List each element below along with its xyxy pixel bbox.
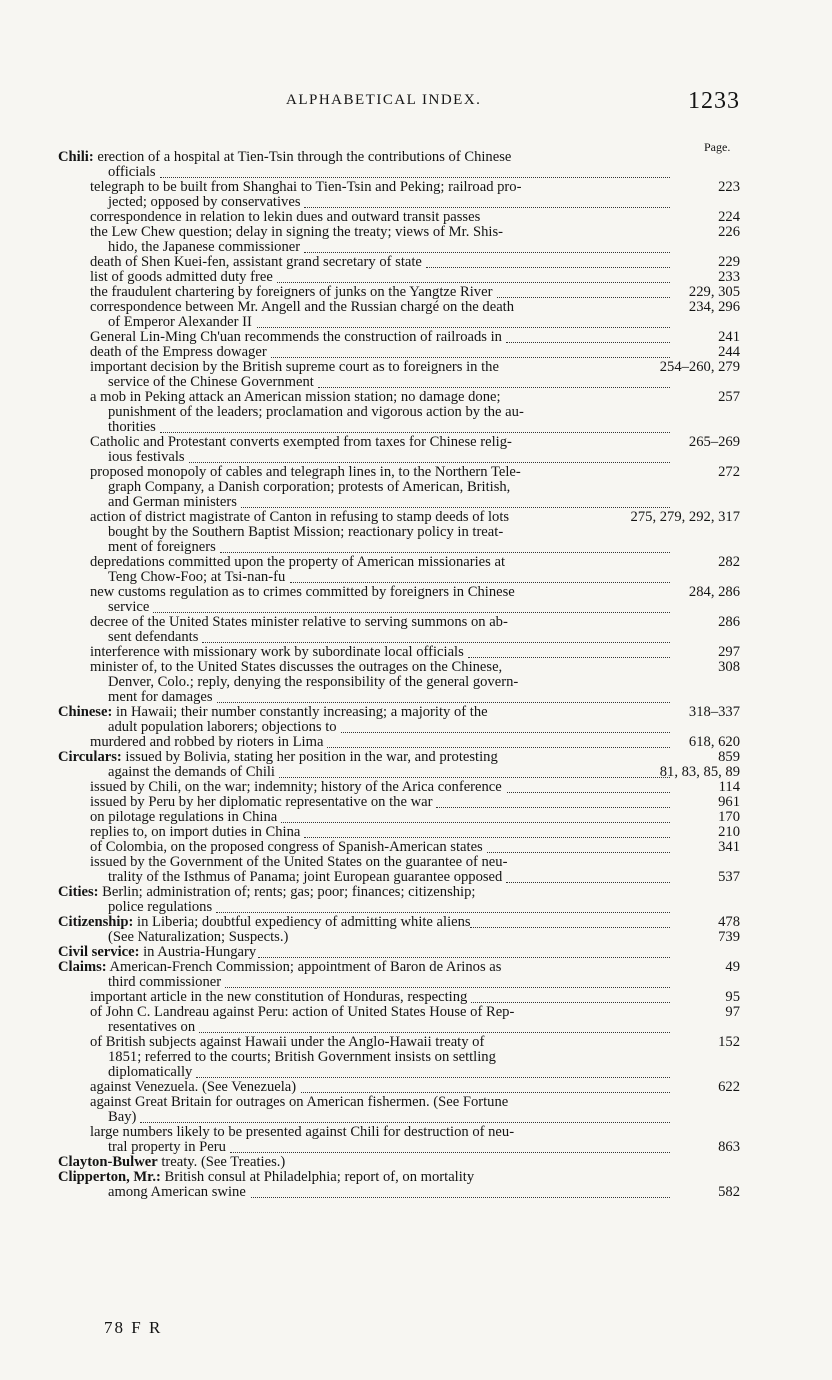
index-subentry: death of Shen Kuei-fen, assistant grand secretary of state bbox=[90, 254, 422, 270]
dot-leader bbox=[304, 827, 670, 838]
index-heading-entry: Civil service: in Austria-Hungary bbox=[58, 944, 257, 960]
page-reference: 297 bbox=[718, 644, 740, 660]
index-subentry: important article in the new constitution of Honduras, respecting bbox=[90, 989, 468, 1005]
index-line bbox=[0, 510, 832, 525]
dot-leader bbox=[341, 722, 670, 733]
page-reference: 97 bbox=[725, 1004, 740, 1020]
index-heading-entry: Clipperton, Mr.: British consul at Philadelphia; report of, on mortality bbox=[58, 1169, 475, 1185]
index-line bbox=[0, 390, 832, 405]
index-line bbox=[0, 1170, 832, 1185]
index-line bbox=[0, 720, 832, 735]
index-heading-entry: Circulars: issued by Bolivia, stating her position in the war, and protesting bbox=[58, 749, 498, 765]
page-reference: 537 bbox=[718, 869, 740, 885]
index-subentry: officials bbox=[108, 164, 156, 180]
signature-mark: 78 F R bbox=[104, 1318, 163, 1337]
dot-leader bbox=[279, 767, 670, 778]
index-subentry: ment for damages bbox=[108, 689, 213, 705]
index-line bbox=[0, 435, 832, 450]
index-line bbox=[0, 870, 832, 885]
dot-leader bbox=[257, 317, 670, 328]
dot-leader bbox=[468, 647, 670, 658]
dot-leader bbox=[140, 1112, 670, 1123]
dot-leader bbox=[290, 572, 670, 583]
index-line bbox=[0, 705, 832, 720]
index-entries bbox=[0, 150, 832, 1200]
index-line bbox=[0, 1185, 832, 1200]
page-reference: 308 bbox=[718, 659, 740, 675]
index-subentry: depredations committed upon the property of American missionaries at bbox=[90, 554, 506, 570]
index-line bbox=[0, 675, 832, 690]
index-subentry: interference with missionary work by subordinate local officials bbox=[90, 644, 464, 660]
index-line bbox=[0, 1035, 832, 1050]
index-subentry: issued by Chili, on the war; indemnity; history of the Arica conference bbox=[90, 779, 502, 795]
index-subentry: and German ministers bbox=[108, 494, 237, 510]
index-line bbox=[0, 930, 832, 945]
index-line bbox=[0, 690, 832, 705]
page-reference: 234, 296 bbox=[688, 299, 740, 315]
index-subentry: ment of foreigners bbox=[108, 539, 216, 555]
index-line bbox=[0, 795, 832, 810]
index-line bbox=[0, 750, 832, 765]
index-subentry: Teng Chow-Foo; at Tsi-nan-fu bbox=[108, 569, 286, 585]
page-reference: 275, 279, 292, 317 bbox=[630, 509, 740, 525]
dot-leader bbox=[470, 917, 670, 928]
index-line bbox=[0, 915, 832, 930]
index-subentry: proposed monopoly of cables and telegraph lines in, to the Northern Tele- bbox=[90, 464, 521, 480]
index-heading-term: Chinese: bbox=[58, 704, 113, 720]
dot-leader bbox=[426, 257, 670, 268]
page-reference: 286 bbox=[718, 614, 740, 630]
index-line bbox=[0, 1125, 832, 1140]
index-heading-term: Clayton-Bulwer bbox=[58, 1154, 158, 1170]
index-line bbox=[0, 450, 832, 465]
dot-leader bbox=[217, 692, 670, 703]
index-heading-term: Claims: bbox=[58, 959, 107, 975]
index-line bbox=[0, 1020, 832, 1035]
dot-leader bbox=[318, 377, 670, 388]
index-subentry: a mob in Peking attack an American mission station; no damage done; bbox=[90, 389, 501, 405]
index-subentry: the fraudulent chartering by foreigners of junks on the Yangtze River bbox=[90, 284, 493, 300]
index-line bbox=[0, 1005, 832, 1020]
index-subentry: correspondence between Mr. Angell and the Russian chargé on the death bbox=[90, 299, 515, 315]
index-heading-term: Citizenship: bbox=[58, 914, 134, 930]
index-subentry: against Great Britain for outrages on American fishermen. (See Fortune bbox=[90, 1094, 509, 1110]
index-line bbox=[0, 1140, 832, 1155]
index-line bbox=[0, 240, 832, 255]
page-reference: 282 bbox=[718, 554, 740, 570]
page-reference: 582 bbox=[718, 1184, 740, 1200]
index-subentry: of Emperor Alexander II bbox=[108, 314, 252, 330]
index-line bbox=[0, 255, 832, 270]
page-column-label: Page. bbox=[704, 140, 731, 154]
index-line bbox=[0, 1155, 832, 1170]
dot-leader bbox=[196, 1067, 670, 1078]
index-line bbox=[0, 375, 832, 390]
index-line bbox=[0, 540, 832, 555]
index-subentry: death of the Empress dowager bbox=[90, 344, 267, 360]
index-subentry: resentatives on bbox=[108, 1019, 196, 1035]
index-heading-entry: Clayton-Bulwer treaty. (See Treaties.) bbox=[58, 1154, 286, 1170]
page-reference: 257 bbox=[718, 389, 740, 405]
index-subentry: correspondence in relation to lekin dues and outward transit passes bbox=[90, 209, 481, 225]
dot-leader bbox=[506, 872, 670, 883]
index-line bbox=[0, 405, 832, 420]
page-reference: 318–337 bbox=[688, 704, 740, 720]
index-line bbox=[0, 165, 832, 180]
index-line bbox=[0, 1110, 832, 1125]
page-reference: 265–269 bbox=[688, 434, 740, 450]
index-subentry: new customs regulation as to crimes committed by foreigners in Chinese bbox=[90, 584, 515, 600]
page-reference: 241 bbox=[718, 329, 740, 345]
index-line bbox=[0, 465, 832, 480]
index-line bbox=[0, 225, 832, 240]
index-line bbox=[0, 810, 832, 825]
index-subentry: punishment of the leaders; proclamation and vigorous action by the au- bbox=[108, 404, 524, 420]
page-reference: 95 bbox=[725, 989, 740, 1005]
index-subentry: (See Naturalization; Suspects.) bbox=[108, 929, 289, 945]
page-reference: 114 bbox=[718, 779, 740, 795]
page-reference: 622 bbox=[718, 1079, 740, 1095]
dot-leader bbox=[487, 842, 670, 853]
index-line bbox=[0, 315, 832, 330]
page-reference: 739 bbox=[718, 929, 740, 945]
dot-leader bbox=[497, 287, 670, 298]
index-subentry: against the demands of Chili bbox=[108, 764, 275, 780]
index-line bbox=[0, 330, 832, 345]
index-heading-entry: Chili: erection of a hospital at Tien-Tsin through the contributions of Chinese bbox=[58, 149, 512, 165]
page-reference: 961 bbox=[718, 794, 740, 810]
page-reference: 170 bbox=[718, 809, 740, 825]
index-subentry: hido, the Japanese commissioner bbox=[108, 239, 301, 255]
index-subentry: diplomatically bbox=[108, 1064, 193, 1080]
index-heading-term: Circulars: bbox=[58, 749, 122, 765]
page-reference: 284, 286 bbox=[688, 584, 740, 600]
index-subentry: important decision by the British supreme court as to foreigners in the bbox=[90, 359, 499, 375]
index-subentry: list of goods admitted duty free bbox=[90, 269, 273, 285]
index-line bbox=[0, 960, 832, 975]
index-line bbox=[0, 210, 832, 225]
index-line bbox=[0, 885, 832, 900]
dot-leader bbox=[199, 1022, 670, 1033]
page-reference: 229, 305 bbox=[688, 284, 740, 300]
index-line bbox=[0, 150, 832, 165]
index-subentry: sent defendants bbox=[108, 629, 199, 645]
page-reference: 863 bbox=[718, 1139, 740, 1155]
index-heading-entry: Chinese: in Hawaii; their number constantly increasing; a majority of the bbox=[58, 704, 488, 720]
page-reference: 224 bbox=[718, 209, 740, 225]
index-subentry: 1851; referred to the courts; British Government insists on settling bbox=[108, 1049, 496, 1065]
index-subentry: minister of, to the United States discusses the outrages on the Chinese, bbox=[90, 659, 503, 675]
index-line bbox=[0, 1050, 832, 1065]
index-line bbox=[0, 615, 832, 630]
index-subentry: against Venezuela. (See Venezuela) bbox=[90, 1079, 297, 1095]
index-line bbox=[0, 660, 832, 675]
index-subentry: jected; opposed by conservatives bbox=[108, 194, 301, 210]
index-heading-entry: Citizenship: in Liberia; doubtful expediency of admitting white aliens bbox=[58, 914, 471, 930]
page-reference: 244 bbox=[718, 344, 740, 360]
page-reference: 49 bbox=[725, 959, 740, 975]
index-line bbox=[0, 420, 832, 435]
dot-leader bbox=[160, 422, 670, 433]
index-line bbox=[0, 1065, 832, 1080]
index-subentry: decree of the United States minister relative to serving summons on ab- bbox=[90, 614, 508, 630]
dot-leader bbox=[507, 782, 670, 793]
dot-leader bbox=[189, 452, 670, 463]
dot-leader bbox=[202, 632, 670, 643]
dot-leader bbox=[216, 902, 670, 913]
index-line bbox=[0, 1095, 832, 1110]
dot-leader bbox=[225, 977, 670, 988]
index-subentry: police regulations bbox=[108, 899, 213, 915]
index-heading-term: Clipperton, Mr.: bbox=[58, 1169, 161, 1185]
index-subentry: of Colombia, on the proposed congress of Spanish-American states bbox=[90, 839, 483, 855]
dot-leader bbox=[241, 497, 670, 508]
index-subentry: large numbers likely to be presented against Chili for destruction of neu- bbox=[90, 1124, 515, 1140]
index-subentry: of John C. Landreau against Peru: action of United States House of Rep- bbox=[90, 1004, 515, 1020]
index-subentry: of British subjects against Hawaii under the Anglo-Hawaii treaty of bbox=[90, 1034, 485, 1050]
index-line bbox=[0, 300, 832, 315]
index-subentry: thorities bbox=[108, 419, 156, 435]
index-subentry: replies to, on import duties in China bbox=[90, 824, 301, 840]
index-subentry: trality of the Isthmus of Panama; joint European guarantee opposed bbox=[108, 869, 503, 885]
page-reference: 341 bbox=[718, 839, 740, 855]
index-subentry: Bay) bbox=[108, 1109, 137, 1125]
index-subentry: graph Company, a Danish corporation; protests of American, British, bbox=[108, 479, 511, 495]
page-reference: 229 bbox=[718, 254, 740, 270]
index-line bbox=[0, 345, 832, 360]
index-subentry: issued by Peru by her diplomatic representative on the war bbox=[90, 794, 433, 810]
index-line bbox=[0, 480, 832, 495]
page-number: 1233 bbox=[688, 88, 740, 114]
index-subentry: Denver, Colo.; reply, denying the responsibility of the general govern- bbox=[108, 674, 519, 690]
dot-leader bbox=[471, 992, 670, 1003]
page-reference: 859 bbox=[718, 749, 740, 765]
dot-leader bbox=[301, 1082, 670, 1093]
page-reference: 210 bbox=[718, 824, 740, 840]
index-line bbox=[0, 270, 832, 285]
page-reference: 223 bbox=[718, 179, 740, 195]
index-line bbox=[0, 495, 832, 510]
index-subentry: tral property in Peru bbox=[108, 1139, 226, 1155]
index-line bbox=[0, 285, 832, 300]
dot-leader bbox=[153, 602, 670, 613]
dot-leader bbox=[436, 797, 670, 808]
dot-leader bbox=[160, 167, 670, 178]
index-line bbox=[0, 600, 832, 615]
index-heading-term: Cities: bbox=[58, 884, 99, 900]
page-reference: 254–260, 279 bbox=[659, 359, 740, 375]
index-heading-entry: Cities: Berlin; administration of; rents; gas; poor; finances; citizenship; bbox=[58, 884, 476, 900]
index-heading-term: Chili: bbox=[58, 149, 94, 165]
index-subentry: the Lew Chew question; delay in signing the treaty; views of Mr. Shis- bbox=[90, 224, 504, 240]
dot-leader bbox=[230, 1142, 670, 1153]
page-reference: 233 bbox=[718, 269, 740, 285]
index-line bbox=[0, 975, 832, 990]
index-line bbox=[0, 765, 832, 780]
index-subentry: General Lin-Ming Ch'uan recommends the construction of railroads in bbox=[90, 329, 502, 345]
page-reference: 226 bbox=[718, 224, 740, 240]
index-line bbox=[0, 645, 832, 660]
dot-leader bbox=[271, 347, 670, 358]
index-line bbox=[0, 630, 832, 645]
index-line bbox=[0, 195, 832, 210]
index-subentry: action of district magistrate of Canton in refusing to stamp deeds of lots bbox=[90, 509, 510, 525]
index-subentry: service bbox=[108, 599, 150, 615]
dot-leader bbox=[304, 197, 670, 208]
index-line bbox=[0, 555, 832, 570]
index-line bbox=[0, 570, 832, 585]
index-subentry: adult population laborers; objections to bbox=[108, 719, 337, 735]
index-line bbox=[0, 855, 832, 870]
dot-leader bbox=[277, 272, 670, 283]
dot-leader bbox=[220, 542, 670, 553]
index-line bbox=[0, 990, 832, 1005]
page-header bbox=[0, 88, 832, 122]
index-subentry: telegraph to be built from Shanghai to Tien-Tsin and Peking; railroad pro- bbox=[90, 179, 522, 195]
index-subentry: bought by the Southern Baptist Mission; reactionary policy in treat- bbox=[108, 524, 504, 540]
page-reference: 81, 83, 85, 89 bbox=[659, 764, 740, 780]
index-line bbox=[0, 1080, 832, 1095]
index-subentry: on pilotage regulations in China bbox=[90, 809, 278, 825]
index-heading-term: Civil service: bbox=[58, 944, 140, 960]
index-subentry: issued by the Government of the United States on the guarantee of neu- bbox=[90, 854, 508, 870]
dot-leader bbox=[281, 812, 670, 823]
index-subentry: murdered and robbed by rioters in Lima bbox=[90, 734, 324, 750]
dot-leader bbox=[506, 332, 670, 343]
page-reference: 618, 620 bbox=[688, 734, 740, 750]
running-title: ALPHABETICAL INDEX. bbox=[286, 92, 482, 108]
index-subentry: among American swine bbox=[108, 1184, 246, 1200]
page-reference: 478 bbox=[718, 914, 740, 930]
index-line bbox=[0, 360, 832, 375]
index-line bbox=[0, 525, 832, 540]
dot-leader bbox=[304, 242, 670, 253]
page-reference: 272 bbox=[718, 464, 740, 480]
dot-leader bbox=[258, 947, 670, 958]
index-subentry: ious festivals bbox=[108, 449, 185, 465]
index-line bbox=[0, 825, 832, 840]
dot-leader bbox=[251, 1187, 670, 1198]
index-line bbox=[0, 840, 832, 855]
index-line bbox=[0, 780, 832, 795]
index-line bbox=[0, 900, 832, 915]
index-subentry: Catholic and Protestant converts exempted from taxes for Chinese relig- bbox=[90, 434, 512, 450]
index-line bbox=[0, 180, 832, 195]
index-subentry: service of the Chinese Government bbox=[108, 374, 314, 390]
index-line bbox=[0, 945, 832, 960]
index-line bbox=[0, 585, 832, 600]
dot-leader bbox=[327, 737, 670, 748]
index-line bbox=[0, 735, 832, 750]
index-heading-entry: Claims: American-French Commission; appointment of Baron de Arinos as bbox=[58, 959, 502, 975]
page-reference: 152 bbox=[718, 1034, 740, 1050]
index-subentry: third commissioner bbox=[108, 974, 222, 990]
